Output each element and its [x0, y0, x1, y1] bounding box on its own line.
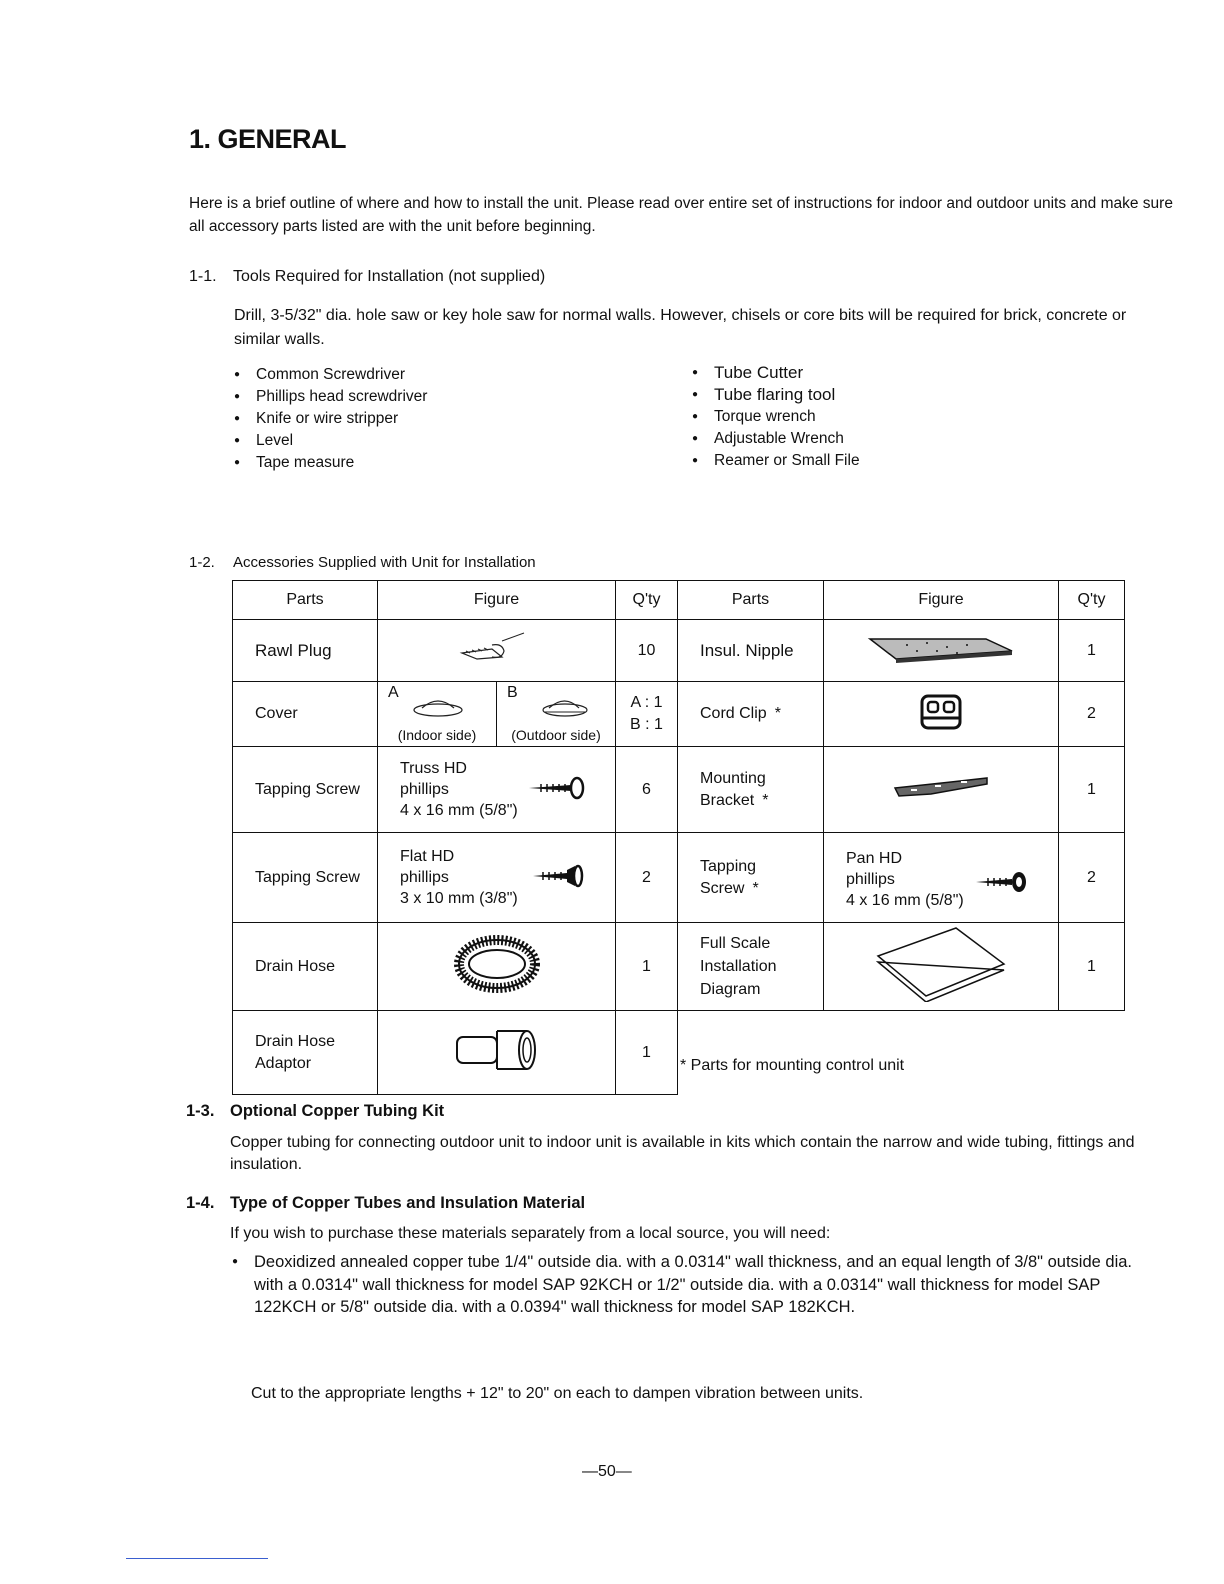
- installation-diagram-figure: [824, 923, 1059, 1011]
- column-header: Q'ty: [616, 581, 678, 620]
- copper-kit-paragraph: Copper tubing for connecting outdoor unit to indoor unit is available in kits which contain the narrow and wide tubing, fittings and insulation.: [230, 1134, 1135, 1173]
- section-1-1-heading: [189, 268, 545, 286]
- truss-screw-icon: [527, 776, 587, 800]
- cover-b: [497, 682, 615, 746]
- part-name-cell: [678, 682, 824, 747]
- tools-paragraph: Drill, 3-5/32" dia. hole saw or key hole saw for normal walls. However, chisels or core bits will be required for brick, concrete or similar walls.: [234, 307, 1127, 348]
- table-row: [233, 747, 1125, 833]
- list-item: ● Common Screwdriver: [234, 364, 654, 386]
- pan-screw-figure: [824, 833, 1059, 923]
- part-name: Tapping Screw: [233, 833, 378, 923]
- insulation-pad-icon: [866, 633, 1016, 663]
- part-name-cell: [678, 833, 824, 923]
- part-name: Drain Hose: [233, 923, 378, 1011]
- flat-screw-icon: [527, 864, 587, 888]
- part-name: Full Scale Installation Diagram: [678, 923, 824, 1011]
- empty-cell: [678, 1011, 1125, 1095]
- quantity: 1: [1059, 923, 1125, 1011]
- cover-figure: [378, 682, 616, 747]
- quantity: 1: [1059, 747, 1125, 833]
- insul-nipple-figure: [824, 620, 1059, 682]
- part-name: Drain Hose Adaptor: [233, 1011, 378, 1095]
- list-item: ● Deoxidized annealed copper tube 1/4" outside dia. with a 0.0314" wall thickness, and an equal length of 3/8" outside dia. with a 0.0314" wall thickness for model SAP 92KCH or 1/2" outside dia. with a 0.0314" wall thickness for model SAP 122KCH or 5/8" outside dia. with a 0.0394" wall thickness for model SAP 182KCH.: [232, 1251, 1144, 1319]
- footer-rule: [126, 1558, 268, 1559]
- rawl-plug-icon: [452, 631, 542, 665]
- list-item: ● Tape measure: [234, 452, 654, 474]
- drain-hose-figure: [378, 923, 616, 1011]
- table-row: [233, 923, 1125, 1011]
- screw-head-type: Truss HD: [400, 759, 467, 777]
- drain-hose-icon: [452, 934, 542, 994]
- screw-size: 3 x 10 mm (3/8"): [400, 889, 518, 907]
- column-header: Parts: [233, 581, 378, 620]
- quantity: 1: [616, 923, 678, 1011]
- screw-drive: phillips: [400, 868, 449, 886]
- section-title: Optional Copper Tubing Kit: [230, 1102, 445, 1120]
- tools-list-left: [234, 364, 654, 474]
- part-name: Tapping Screw: [233, 747, 378, 833]
- section-title: Accessories Supplied with Unit for Installation: [233, 554, 536, 571]
- mounting-bracket-icon: [891, 774, 991, 800]
- page-number: —50—: [582, 1463, 632, 1480]
- section-number: 1-3.: [186, 1102, 215, 1120]
- column-header: Figure: [378, 581, 616, 620]
- list-item: ● Level: [234, 430, 654, 452]
- tools-list-right: [692, 362, 1112, 472]
- screw-drive: phillips: [846, 870, 895, 888]
- column-header: Parts: [678, 581, 824, 620]
- column-header: Q'ty: [1059, 581, 1125, 620]
- cut-length-note: Cut to the appropriate lengths + 12" to 20" on each to dampen vibration between units.: [251, 1385, 864, 1402]
- section-number: 1-1.: [189, 268, 217, 285]
- cover-a: [378, 682, 497, 746]
- screw-drive: phillips: [400, 780, 449, 798]
- asterisk-mark: *: [762, 791, 769, 809]
- quantity: 6: [616, 747, 678, 833]
- screw-spec: [400, 846, 518, 909]
- section-number: 1-2.: [189, 554, 215, 571]
- mounting-bracket-figure: [824, 747, 1059, 833]
- section-1-3-heading: [186, 1102, 444, 1121]
- quantity: 1: [1059, 620, 1125, 682]
- diagram-sheet-icon: [876, 926, 1006, 1002]
- list-item: ● Adjustable Wrench: [692, 428, 1112, 450]
- section-title: Tools Required for Installation (not supplied): [233, 268, 546, 285]
- section-1-4-heading: [186, 1194, 585, 1213]
- screw-spec: [400, 758, 518, 821]
- table-header-row: [233, 581, 1125, 620]
- list-item: ● Phillips head screwdriver: [234, 386, 654, 408]
- quantity: A : 1 B : 1: [616, 682, 678, 747]
- cord-clip-figure: [824, 682, 1059, 747]
- pan-screw-icon: [970, 870, 1030, 894]
- accessories-table: [232, 580, 1125, 1095]
- truss-screw-figure: [378, 747, 616, 833]
- materials-intro: If you wish to purchase these materials separately from a local source, you will need:: [230, 1225, 831, 1242]
- section-1-2-heading: [189, 554, 536, 571]
- materials-list: [232, 1251, 1144, 1319]
- drain-hose-adaptor-icon: [447, 1025, 547, 1075]
- table-row: [233, 620, 1125, 682]
- screw-size: 4 x 16 mm (5/8"): [400, 801, 518, 819]
- screw-spec: [846, 848, 964, 911]
- table-row: [233, 682, 1125, 747]
- part-name: Rawl Plug: [233, 620, 378, 682]
- quantity: 2: [616, 833, 678, 923]
- quantity: 2: [1059, 682, 1125, 747]
- list-item: ● Knife or wire stripper: [234, 408, 654, 430]
- page-heading: 1. GENERAL: [189, 124, 347, 154]
- quantity: 1: [616, 1011, 678, 1095]
- section-number: 1-4.: [186, 1194, 215, 1212]
- table-footnote: * Parts for mounting control unit: [680, 1057, 905, 1074]
- cover-b-label: B: [507, 684, 518, 701]
- part-name: Tapping Screw: [700, 857, 757, 897]
- cover-b-icon: [535, 694, 595, 720]
- cover-b-side: (Outdoor side): [511, 727, 601, 743]
- list-item: ● Tube Cutter: [692, 362, 1112, 384]
- quantity: 2: [1059, 833, 1125, 923]
- screw-head-type: Flat HD: [400, 847, 455, 865]
- cover-a-label: A: [388, 684, 399, 701]
- asterisk-mark: *: [774, 705, 781, 722]
- asterisk-mark: *: [752, 879, 759, 897]
- list-item: ● Tube flaring tool: [692, 384, 1112, 406]
- list-item: ● Reamer or Small File: [692, 450, 1112, 472]
- part-name: Cover: [233, 682, 378, 747]
- drain-hose-adaptor-figure: [378, 1011, 616, 1095]
- screw-head-type: Pan HD: [846, 849, 903, 867]
- part-name: Mounting Bracket: [700, 769, 766, 809]
- cover-a-side: (Indoor side): [397, 727, 477, 743]
- rawl-plug-figure: [378, 620, 616, 682]
- flat-screw-figure: [378, 833, 616, 923]
- column-header: Figure: [824, 581, 1059, 620]
- cover-a-icon: [408, 694, 468, 720]
- part-name: Cord Clip: [700, 705, 767, 722]
- quantity: 10: [616, 620, 678, 682]
- part-name-cell: [678, 747, 824, 833]
- table-row: [233, 833, 1125, 923]
- section-title: Type of Copper Tubes and Insulation Material: [230, 1194, 586, 1212]
- cord-clip-icon: [918, 692, 964, 732]
- part-name: Insul. Nipple: [678, 620, 824, 682]
- intro-paragraph: Here is a brief outline of where and how to install the unit. Please read over entire set of instructions for indoor and outdoor units and make sure all accessory parts listed are with the unit before beginning.: [189, 195, 1173, 235]
- table-row: [233, 1011, 1125, 1095]
- screw-size: 4 x 16 mm (5/8"): [846, 891, 964, 909]
- list-item: ● Torque wrench: [692, 406, 1112, 428]
